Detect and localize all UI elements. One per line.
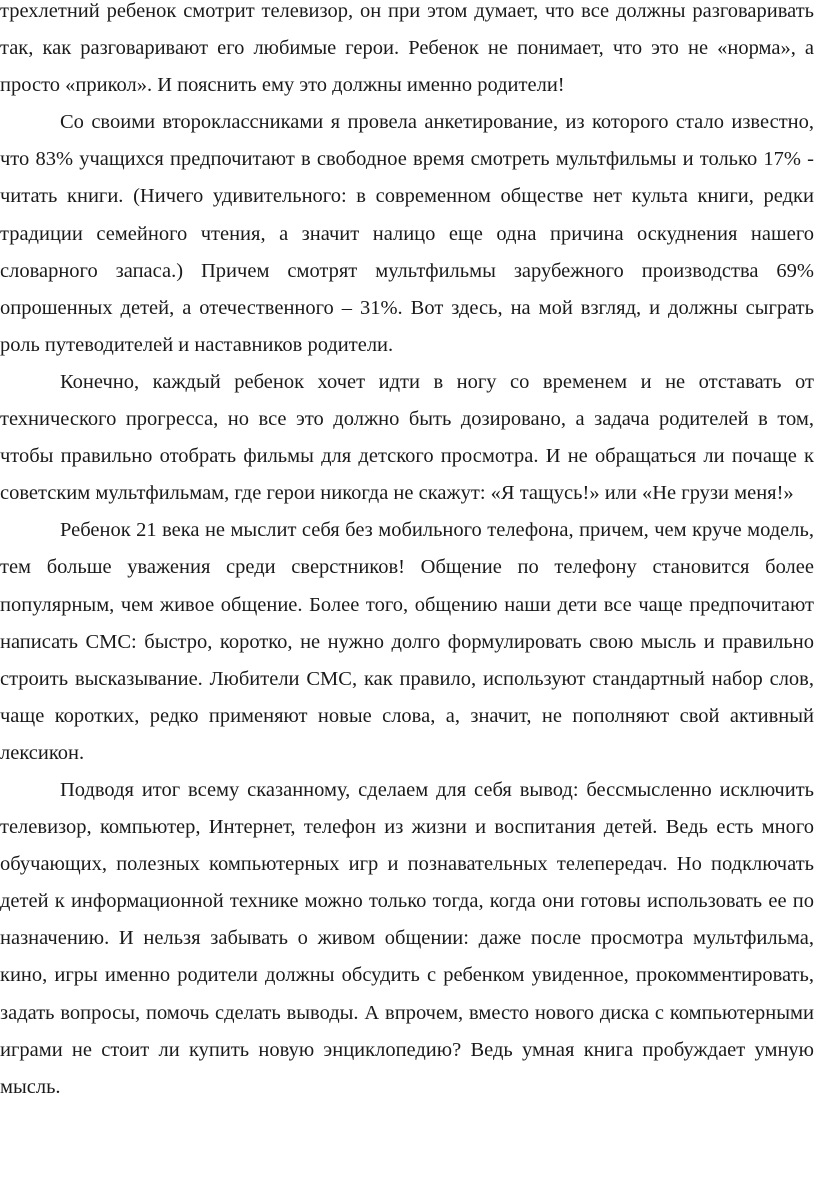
paragraph-5: Подводя итог всему сказанному, сделаем для себя вывод: бессмысленно исключить телевизор, компьютер, Интернет, телефон из жизни и воспитания детей. Ведь есть много обучающих, полезных компьютерных игр и познавательных телепередач. Но подключать детей к информационной технике можно только тогда, когда они готовы использовать ее по назначению. И нельзя забывать о живом общении: даже после просмотра мультфильма, кино, игры именно родители должны обсудить с ребенком увиденное, прокомментировать, задать вопросы, помочь сделать выводы. А впрочем, вместо нового диска с компьютерными играми не стоит ли купить новую энциклопедию? Ведь умная книга пробуждает умную мысль. (0, 778, 814, 1098)
paragraph-4: Ребенок 21 века не мыслит себя без мобильного телефона, причем, чем круче модель, тем больше уважения среди сверстников! Общение по телефону становится более популярным, чем живое общение. Более того, общению наши дети все чаще предпочитают написать СМС: быстро, коротко, не нужно долго формулировать свою мысль и правильно строить высказывание. Любители СМС, как правило, используют стандартный набор слов, чаще коротких, редко применяют новые слова, а, значит, не пополняют свой активный лексикон. (0, 519, 814, 764)
paragraph-1: трехлетний ребенок смотрит телевизор, он при этом думает, что все должны разговаривать так, как разговаривают его любимые герои. Ребенок не понимает, что это не «норма», а просто «прикол». И пояснить ему это должны именно родители! (0, 0, 814, 97)
paragraph-2: Со своими второклассниками я провела анкетирование, из которого стало известно, что 83% учащихся предпочитают в свободное время смотреть мультфильмы и только 17% - читать книги. (Ничего удивительного: в современном обществе нет культа книги, редки традиции семейного чтения, а значит налицо еще одна причина оскуднения нашего словарного запаса.) Причем смотрят мультфильмы зарубежного производства 69% опрошенных детей, а отечественного – 31%. Вот здесь, на мой взгляд, и должны сыграть роль путеводителей и наставников родители. (0, 111, 814, 356)
paragraph-3: Конечно, каждый ребенок хочет идти в ногу со временем и не отставать от технического прогресса, но все это должно быть дозировано, а задача родителей в том, чтобы правильно отобрать фильмы для детского просмотра. И не обращаться ли почаще к советским мультфильмам, где герои никогда не скажут: «Я тащусь!» или «Не грузи меня!» (0, 370, 814, 505)
